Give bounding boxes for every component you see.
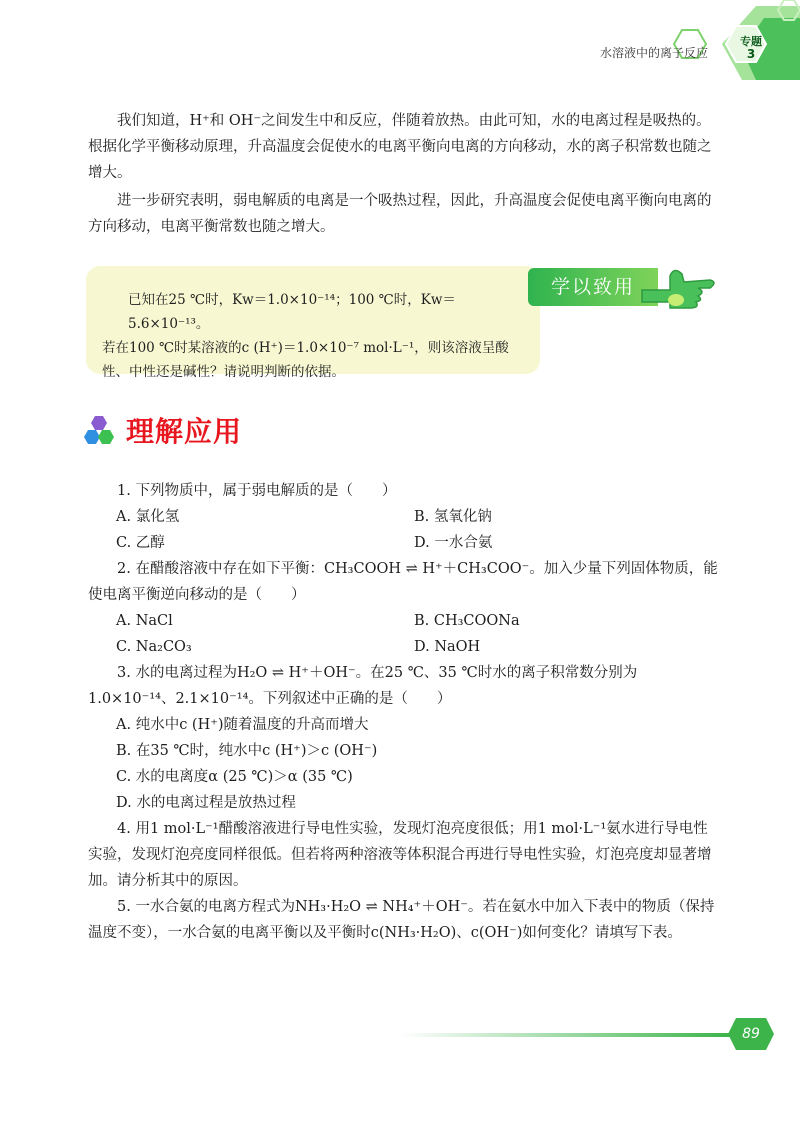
pointing-hand-icon — [640, 256, 720, 316]
callout-text — [102, 288, 522, 384]
footer-gradient-rule — [400, 1032, 730, 1038]
q1-option-c: C. 乙醇 — [116, 535, 165, 551]
question-2-stem: 2. 在醋酸溶液中存在如下平衡：CH₃COOH ⇌ H⁺＋CH₃COO⁻。加入少量下列固体物质，能使电离平衡逆向移动的是（ ） — [88, 561, 718, 603]
chapter-label: 专题 — [740, 35, 762, 48]
q1-option-a: A. 氯化氢 — [116, 509, 180, 525]
body-paragraph: 进一步研究表明，弱电解质的电离是一个吸热过程，因此，升高温度会促使电离平衡向电离的方向移动，电离平衡常数也随之增大。 — [88, 193, 712, 235]
body-paragraph: 我们知道，H⁺和 OH⁻之间发生中和反应，伴随着放热。由此可知，水的电离过程是吸热的。根据化学平衡移动原理，升高温度会促使水的电离平衡向电离的方向移动，水的离子积常数也随之增大。 — [88, 113, 712, 181]
q2-option-b: B. CH₃COONa — [414, 613, 520, 629]
callout-question: 若在100 ℃时某溶液的c (H⁺)＝1.0×10⁻⁷ mol·L⁻¹，则该溶液呈酸性、中性还是碱性？请说明判断的依据。 — [102, 340, 509, 380]
q3-option-b: B. 在35 ℃时，纯水中c (H⁺)＞c (OH⁻) — [116, 743, 378, 759]
chapter-badge — [728, 36, 774, 60]
hexagon-cluster-icon — [84, 414, 114, 446]
q3-option-c: C. 水的电离度α (25 ℃)＞α (35 ℃) — [116, 769, 353, 785]
chapter-title: 水溶液中的离子反应 — [599, 46, 708, 60]
question-1-stem: 1. 下列物质中，属于弱电解质的是（ ） — [117, 483, 397, 499]
q3-option-d: D. 水的电离过程是放热过程 — [116, 795, 296, 811]
callout-tab-label: 学以致用 — [528, 268, 658, 306]
question-5-stem: 5. 一水合氨的电离方程式为NH₃·H₂O ⇌ NH₄⁺＋OH⁻。若在氨水中加入下表中的物质（保持温度不变），一水合氨的电离平衡以及平衡时c(NH₃·H₂O)、c(OH⁻)如何变化？请填写下表。 — [88, 899, 715, 941]
q1-option-b: B. 氢氧化钠 — [414, 509, 492, 525]
q2-option-a: A. NaCl — [116, 613, 173, 629]
page-number: 89 — [742, 1026, 760, 1042]
q3-option-a: A. 纯水中c (H⁺)随着温度的升高而增大 — [116, 717, 369, 733]
q2-option-d: D. NaOH — [414, 639, 481, 655]
section-title: 理解应用 — [126, 415, 243, 448]
callout-line: 已知在25 ℃时，Kw＝1.0×10⁻¹⁴；100 ℃时，Kw＝5.6×10⁻¹³。 — [128, 292, 456, 332]
q2-option-c: C. Na₂CO₃ — [116, 639, 192, 655]
chapter-number: 3 — [746, 47, 756, 61]
question-4-stem: 4. 用1 mol·L⁻¹醋酸溶液进行导电性实验，发现灯泡亮度很低；用1 mol·L⁻¹氨水进行导电性实验，发现灯泡亮度同样很低。但若将两种溶液等体积混合再进行导电性实验，灯泡亮度却显著增加。请分析其中的原因。 — [88, 821, 712, 889]
q1-option-d: D. 一水合氨 — [414, 535, 493, 551]
question-3-stem: 3. 水的电离过程为H₂O ⇌ H⁺＋OH⁻。在25 ℃、35 ℃时水的离子积常数分别为1.0×10⁻¹⁴、2.1×10⁻¹⁴。下列叙述中正确的是（ ） — [88, 665, 638, 707]
